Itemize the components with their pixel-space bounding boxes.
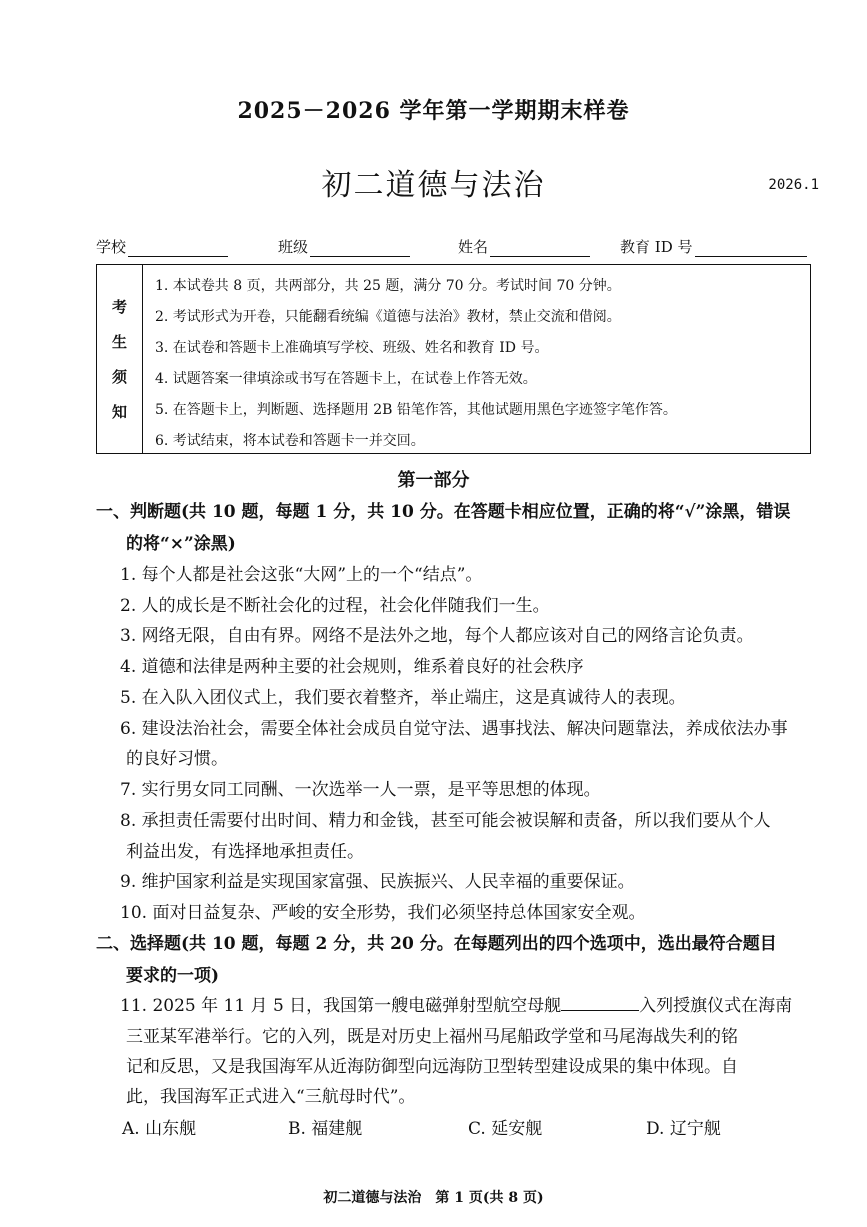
question-5: 5. 在入队入团仪式上，我们要衣着整齐，举止端庄，这是真诚待人的表现。 bbox=[120, 688, 686, 708]
question-3: 3. 网络无限，自由有界。网络不是法外之地，每个人都应该对自己的网络言论负责。 bbox=[120, 626, 754, 646]
notice-item: 1. 本试卷共 8 页，共两部分，共 25 题，满分 70 分。考试时间 70 分钟。 bbox=[155, 278, 621, 294]
notice-item: 4. 试题答案一律填涂或书写在答题卡上，在试卷上作答无效。 bbox=[155, 371, 537, 387]
section1-heading-line2: 的将“×”涂黑) bbox=[126, 534, 236, 554]
notice-item: 5. 在答题卡上，判断题、选择题用 2B 铅笔作答，其他试题用黑色字迹签字笔作答。 bbox=[155, 402, 677, 418]
edu-id-label: 教育 ID 号 bbox=[620, 238, 693, 256]
question-6-cont: 的良好习惯。 bbox=[126, 749, 228, 769]
question-1: 1. 每个人都是社会这张“大网”上的一个“结点”。 bbox=[120, 565, 483, 585]
edu-id-field[interactable] bbox=[620, 236, 807, 257]
question-2: 2. 人的成长是不断社会化的过程，社会化伴随我们一生。 bbox=[120, 596, 550, 616]
question-11-line2: 三亚某军港举行。它的入列，既是对历史上福州马尾船政学堂和马尾海战失利的铭 bbox=[126, 1027, 738, 1047]
option-c[interactable]: C. 延安舰 bbox=[468, 1119, 543, 1139]
page-footer: 初二道德与法治 第 1 页(共 8 页) bbox=[323, 1190, 544, 1206]
class-label: 班级 bbox=[278, 238, 309, 256]
notice-char: 考 bbox=[111, 298, 127, 316]
question-10: 10. 面对日益复杂、严峻的安全形势，我们必须坚持总体国家安全观。 bbox=[120, 903, 646, 923]
notice-item: 3. 在试卷和答题卡上准确填写学校、班级、姓名和教育 ID 号。 bbox=[155, 340, 549, 356]
question-7: 7. 实行男女同工同酬、一次选举一人一票，是平等思想的体现。 bbox=[120, 780, 601, 800]
exam-notice-box bbox=[96, 264, 811, 454]
section1-heading-line1: 一、判断题(共 10 题，每题 1 分，共 10 分。在答题卡相应位置，正确的将“√”涂黑，错误 bbox=[96, 502, 791, 522]
notice-char: 须 bbox=[111, 368, 127, 386]
exam-date: 2026.1 bbox=[768, 177, 819, 193]
question-11-text-b: 入列授旗仪式在海南 bbox=[639, 996, 793, 1016]
class-field[interactable] bbox=[278, 236, 410, 257]
class-line[interactable] bbox=[310, 238, 410, 257]
question-11-line4: 此，我国海军正式进入“三航母时代”。 bbox=[126, 1087, 416, 1107]
option-a[interactable]: A. 山东舰 bbox=[122, 1119, 197, 1139]
section2-heading-line2: 要求的一项) bbox=[126, 966, 220, 986]
option-d[interactable]: D. 辽宁舰 bbox=[646, 1119, 721, 1139]
question-11-line3: 记和反思，又是我国海军从近海防御型向远海防卫型转型建设成果的集中体现。自 bbox=[126, 1057, 738, 1077]
question-4: 4. 道德和法律是两种主要的社会规则，维系着良好的社会秩序 bbox=[120, 657, 584, 677]
name-field[interactable] bbox=[458, 236, 590, 257]
option-b[interactable]: B. 福建舰 bbox=[288, 1119, 363, 1139]
subject-title: 初二道德与法治 bbox=[321, 168, 546, 203]
question-8: 8. 承担责任需要付出时间、精力和金钱，甚至可能会被误解和责备，所以我们要从个人 bbox=[120, 811, 771, 831]
edu-id-line[interactable] bbox=[695, 238, 807, 257]
notice-list bbox=[143, 265, 810, 453]
section1-heading bbox=[96, 496, 831, 560]
section2-heading-line1: 二、选择题(共 10 题，每题 2 分，共 20 分。在每题列出的四个选项中，选出最符合题目 bbox=[96, 934, 777, 954]
notice-item: 6. 考试结束，将本试卷和答题卡一并交回。 bbox=[155, 433, 425, 449]
exam-title: 2025－2026 学年第一学期期末样卷 bbox=[237, 98, 630, 124]
question-8-cont: 利益出发，有选择地承担责任。 bbox=[126, 842, 364, 862]
part-title: 第一部分 bbox=[397, 470, 470, 491]
school-line[interactable] bbox=[128, 238, 228, 257]
notice-side-label bbox=[97, 265, 143, 453]
notice-char: 生 bbox=[111, 333, 127, 351]
name-label: 姓名 bbox=[458, 238, 489, 256]
question-11-text-a: 11. 2025 年 11 月 5 日，我国第一艘电磁弹射型航空母舰 bbox=[120, 996, 562, 1016]
question-11 bbox=[120, 991, 832, 1022]
notice-item: 2. 考试形式为开卷，只能翻看统编《道德与法治》教材，禁止交流和借阅。 bbox=[155, 309, 621, 325]
question-9: 9. 维护国家利益是实现国家富强、民族振兴、人民幸福的重要保证。 bbox=[120, 872, 635, 892]
question-6: 6. 建设法治社会，需要全体社会成员自觉守法、遇事找法、解决问题靠法，养成依法办事 bbox=[120, 719, 788, 739]
section2-heading bbox=[96, 928, 831, 992]
name-line[interactable] bbox=[490, 238, 590, 257]
school-label: 学校 bbox=[96, 238, 127, 256]
school-field[interactable] bbox=[96, 236, 228, 257]
notice-char: 知 bbox=[111, 403, 127, 421]
answer-blank[interactable] bbox=[561, 992, 639, 1011]
